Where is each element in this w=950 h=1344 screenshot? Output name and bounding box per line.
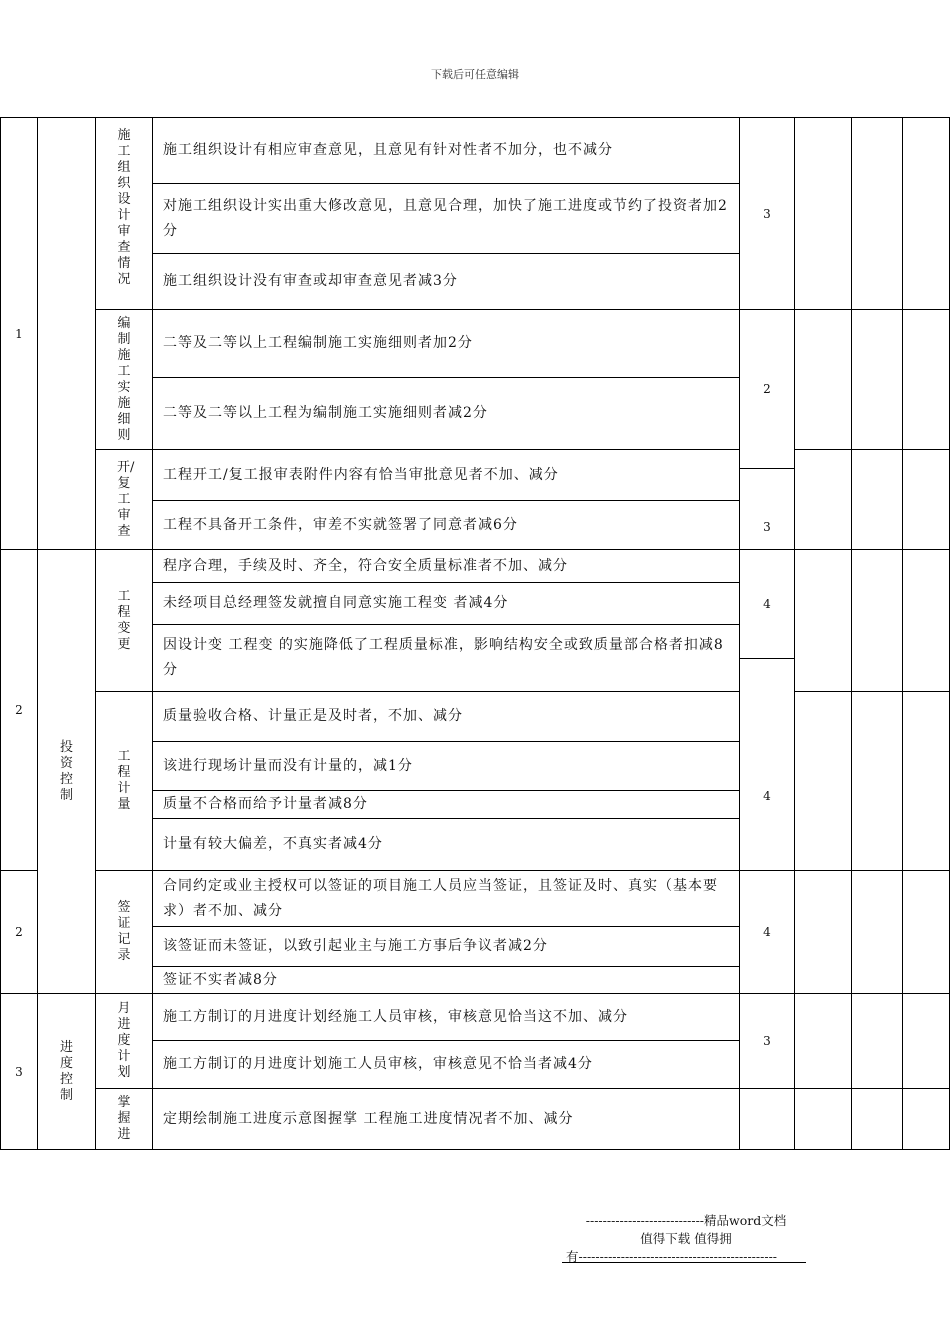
criterion-cell: 该进行现场计量而没有计量的，减1分: [152, 741, 740, 791]
criterion-cell: 质量验收合格、计量正是及时者，不加、减分: [152, 691, 740, 742]
score-cell-empty: [739, 1088, 795, 1150]
blank-cell: [794, 309, 852, 450]
blank-cell: [851, 870, 903, 994]
score-cell: 3: [739, 468, 795, 550]
subitem-grasp-progress: [95, 1088, 153, 1150]
criterion-cell: 工程不具备开工条件，审差不实就签署了同意者减6分: [152, 500, 740, 550]
page-header: 下载后可任意编辑: [431, 68, 519, 81]
score-cell: 3: [739, 117, 795, 310]
subitem-org-design-review: [95, 117, 153, 310]
subitem-label: 月进度计划: [117, 1001, 131, 1080]
subitem-measurement: [95, 691, 153, 871]
score-cell: 4: [739, 658, 795, 934]
criterion-cell: 质量不合格而给予计量者减8分: [152, 790, 740, 819]
score-cell: 4: [739, 870, 795, 994]
criterion-cell: 计量有较大偏差，不真实者减4分: [152, 818, 740, 871]
blank-cell: [851, 1088, 903, 1150]
blank-cell: [902, 309, 950, 450]
subitem-label: 掌握进: [117, 1095, 131, 1142]
blank-cell: [851, 993, 903, 1089]
criterion-cell: 二等及二等以上工程编制施工实施细则者加2分: [152, 309, 740, 378]
subitem-impl-rules: [95, 309, 153, 450]
blank-cell: [851, 309, 903, 450]
category-label: 投资控制: [59, 739, 73, 803]
row-number-3: 3: [0, 993, 38, 1150]
row-number-2b: 2: [0, 870, 38, 994]
category-investment-control: [37, 549, 96, 994]
category-cell-1: [37, 117, 96, 550]
blank-cell: [902, 549, 950, 692]
score-cell: 4: [739, 549, 795, 659]
subitem-label: 施工组织设计审查情况: [117, 128, 131, 287]
blank-cell: [902, 449, 950, 550]
subitem-label: 开/复工审查: [117, 459, 135, 539]
criterion-cell: 定期绘制施工进度示意图握掌 工程施工进度情况者不加、减分: [152, 1088, 740, 1150]
blank-cell: [902, 993, 950, 1089]
criterion-cell: 施工方制订的月进度计划经施工人员审核，审核意见恰当这不加、减分: [152, 993, 740, 1041]
blank-cell: [794, 117, 852, 310]
criterion-cell: 该签证而未签证，以致引起业主与施工方事后争议者减2分: [152, 926, 740, 967]
blank-cell: [851, 449, 903, 550]
subitem-start-review: [95, 449, 153, 550]
row-number-2a: 2: [0, 549, 38, 871]
criterion-cell: 施工组织设计有相应审查意见，且意见有针对性者不加分，也不减分: [152, 117, 740, 184]
score-cell: 2: [739, 309, 795, 469]
footer-line-3: 有-----------------------------------------------: [566, 1249, 778, 1264]
page-footer: [566, 1212, 806, 1266]
criterion-cell: 签证不实者减8分: [152, 966, 740, 994]
score-cell: 3: [739, 993, 795, 1089]
criterion-cell: 对施工组织设计实出重大修改意见，且意见合理，加快了施工进度或节约了投资者加2分: [152, 183, 740, 254]
blank-cell: [794, 449, 852, 550]
blank-cell: [851, 691, 903, 871]
blank-cell: [794, 691, 852, 871]
criterion-cell: 二等及二等以上工程为编制施工实施细则者减2分: [152, 377, 740, 450]
blank-cell: [794, 1088, 852, 1150]
footer-rule: [562, 1262, 806, 1263]
subitem-visa-record: [95, 870, 153, 994]
subitem-label: 编制施工实施细则: [117, 315, 131, 443]
category-progress-control: [37, 993, 96, 1150]
blank-cell: [794, 993, 852, 1089]
criterion-cell: 工程开工/复工报审表附件内容有恰当审批意见者不加、减分: [152, 449, 740, 501]
row-number-1: 1: [0, 117, 38, 550]
criterion-cell: 施工组织设计没有审查或却审查意见者减3分: [152, 253, 740, 310]
criterion-cell: 未经项目总经理签发就擅自同意实施工程变 者减4分: [152, 582, 740, 625]
footer-line-2: 值得下载 值得拥: [640, 1231, 732, 1246]
criterion-cell: 因设计变 工程变 的实施降低了工程质量标准，影响结构安全或致质量部合格者扣减8分: [152, 624, 740, 692]
blank-cell: [794, 870, 852, 994]
blank-cell: [794, 549, 852, 692]
blank-cell: [851, 117, 903, 310]
blank-cell: [902, 1088, 950, 1150]
subitem-label: 工程变更: [117, 588, 131, 652]
blank-cell: [851, 549, 903, 692]
criterion-cell: 合同约定或业主授权可以签证的项目施工人员应当签证，且签证及时、真实（基本要求）者不加、减分: [152, 870, 740, 927]
subitem-monthly-plan: [95, 993, 153, 1089]
blank-cell: [902, 117, 950, 310]
subitem-label: 工程计量: [117, 749, 131, 812]
footer-line-1: ----------------------------精品word文档: [585, 1213, 787, 1228]
subitem-engineering-change: [95, 549, 153, 692]
criterion-cell: 程序合理，手续及时、齐全，符合安全质量标准者不加、减分: [152, 549, 740, 583]
subitem-label: 签证记录: [117, 900, 131, 963]
category-label: 进度控制: [59, 1039, 73, 1103]
blank-cell: [902, 691, 950, 871]
criterion-cell: 施工方制订的月进度计划施工人员审核，审核意见不恰当者减4分: [152, 1040, 740, 1089]
blank-cell: [902, 870, 950, 994]
